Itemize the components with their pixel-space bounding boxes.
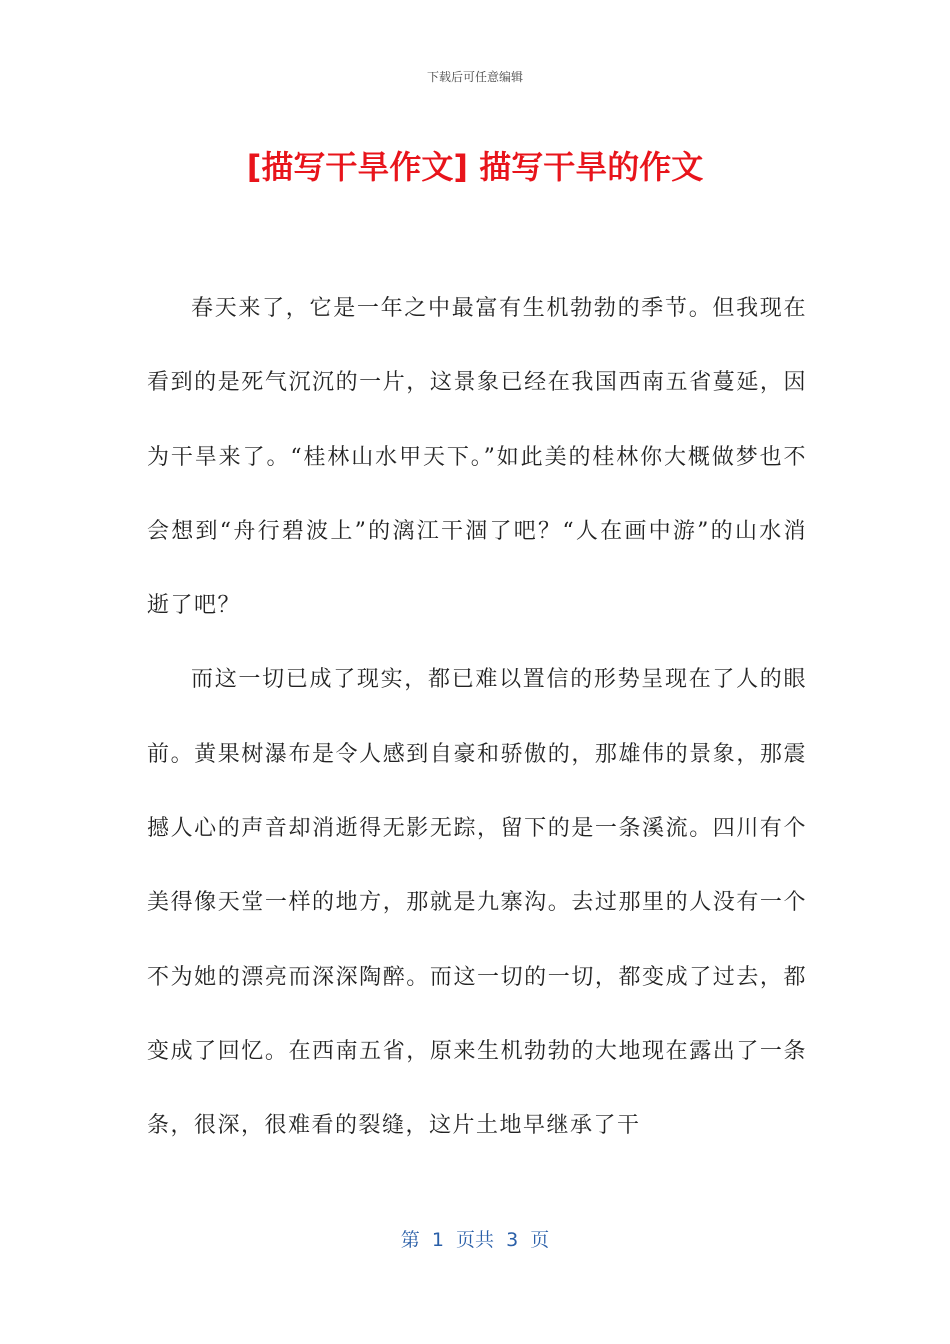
header-note: 下载后可任意编辑 (426, 70, 523, 84)
page-number-footer: 第 1 页共 3 页 (400, 1229, 550, 1251)
document-title: [描写干旱作文] 描写干旱的作文 (246, 148, 704, 186)
paragraph-1: 春天来了，它是一年之中最富有生机勃勃的季节。但我现在看到的是死气沉沉的一片，这景象已经在我国西南五省蔓延，因为干旱来了。“桂林山水甲天下。”如此美的桂林你大概做梦也不会想到“舟行碧波上”的漓江干涸了吧？“人在画中游”的山水消逝了吧？ (147, 296, 807, 619)
document-body (147, 272, 807, 1164)
paragraph-2: 而这一切已成了现实，都已难以置信的形势呈现在了人的眼前。黄果树瀑布是令人感到自豪和骄傲的，那雄伟的景象，那震撼人心的声音却消逝得无影无踪，留下的是一条溪流。四川有个美得像天堂一样的地方，那就是九寨沟。去过那里的人没有一个不为她的漂亮而深深陶醉。而这一切的一切，都变成了过去，都变成了回忆。在西南五省，原来生机勃勃的大地现在露出了一条条，很深，很难看的裂缝，这片土地早继承了干 (147, 667, 807, 1139)
